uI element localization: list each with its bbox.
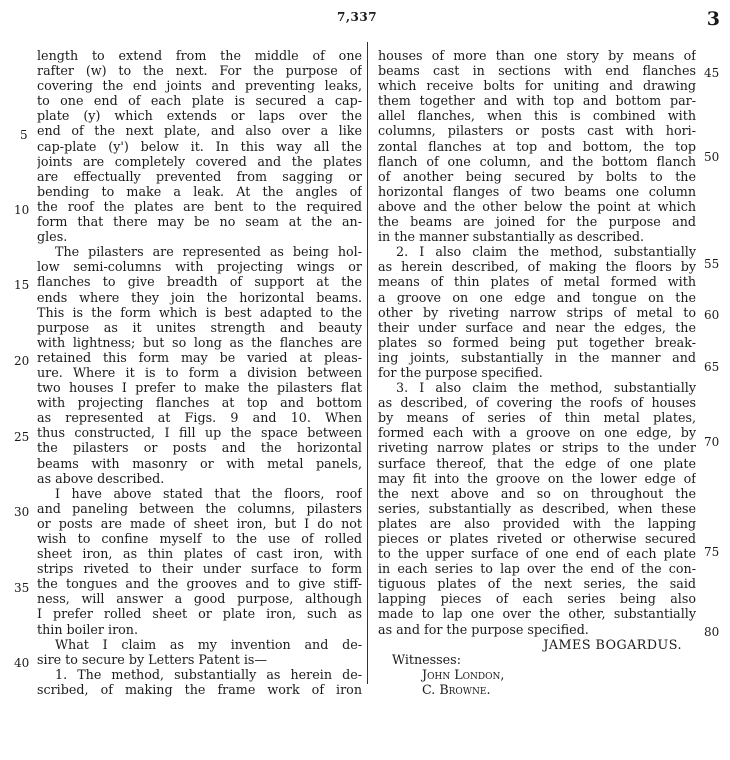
text-line: 3. I also claim the method, substantially	[396, 380, 696, 396]
text-line: flanch of one column, and the bottom flanch	[378, 153, 696, 169]
text-line: columns, pilasters or posts cast with hori-	[378, 123, 696, 139]
text-line: the pilasters or posts and the horizontal	[37, 440, 362, 456]
text-line: purpose as it unites strength and beauty	[37, 319, 362, 335]
text-line: 1. The method, substantially as herein de-	[55, 666, 362, 682]
text-line: horizontal flanges of two beams one column	[378, 183, 696, 199]
text-line: rafter (w) to the next. For the purpose of	[37, 63, 362, 79]
text-line: scribed, of making the frame work of iron	[37, 681, 362, 697]
text-line: of another being secured by bolts to the	[378, 168, 696, 184]
text-line: and paneling between the columns, pilasters	[37, 500, 362, 516]
right-column	[378, 48, 696, 697]
line-number: 10	[14, 203, 30, 217]
text-line: I prefer rolled sheet or plate iron, such as	[37, 606, 362, 622]
text-line: plates are also provided with the lapping	[378, 515, 696, 531]
text-line: in each series to lap over the end of the con-	[378, 561, 696, 577]
text-line: low semi-columns with projecting wings or	[37, 259, 362, 275]
text-line: The pilasters are represented as being hol-	[55, 244, 362, 260]
text-line: strips riveted to their under surface to form	[37, 561, 362, 577]
column-divider	[367, 42, 368, 684]
text-line: houses of more than one story by means of	[378, 48, 696, 63]
line-number: 35	[14, 581, 30, 595]
text-line: the beams are joined for the purpose and	[378, 214, 696, 230]
page-number: 3	[706, 8, 720, 30]
text-line: form that there may be no seam at the an-	[37, 214, 362, 230]
text-line: flanches to give breadth of support at the	[37, 274, 362, 290]
line-number: 65	[704, 360, 720, 374]
text-line: are effectually prevented from sagging or	[37, 168, 362, 184]
text-line: surface thereof, that the edge of one plate	[378, 455, 696, 471]
patent-number: 7,337	[337, 10, 378, 24]
text-line: as described, of covering the roofs of houses	[378, 395, 696, 411]
line-number: 70	[704, 435, 720, 449]
text-line: to one end of each plate is secured a cap-	[37, 93, 362, 109]
line-number: 60	[704, 308, 720, 322]
text-line: series, substantially as described, when these	[378, 500, 696, 516]
text-line: a groove on one edge and tongue on the	[378, 289, 696, 305]
text-line: riveting narrow plates or strips to the under	[378, 440, 696, 456]
text-line: sheet iron, as thin plates of cast iron, with	[37, 546, 362, 562]
text-line: other by riveting narrow strips of metal to	[378, 304, 696, 320]
text-line: gles.	[37, 229, 68, 245]
text-line: the next above and so on throughout the	[378, 485, 696, 501]
text-line: end of the next plate, and also over a like	[37, 123, 362, 139]
line-number: 40	[14, 656, 30, 670]
text-line: for the purpose specified.	[378, 364, 543, 380]
text-line: covering the end joints and preventing leaks,	[37, 78, 362, 94]
text-line: joints are completely covered and the plates	[37, 153, 362, 169]
text-line: ure. Where it is to form a division between	[37, 364, 362, 380]
text-line: the tongues and the grooves and to give stiff-	[37, 576, 362, 592]
witnesses-label: Witnesses:	[392, 651, 461, 667]
text-line: as herein described, of making the floors by	[378, 259, 696, 275]
text-line: their under surface and near the edges, the	[378, 319, 696, 335]
text-line: as represented at Figs. 9 and 10. When	[37, 410, 362, 426]
text-line: 2. I also claim the method, substantially	[396, 244, 696, 260]
line-number: 5	[20, 128, 28, 142]
text-line: as above described.	[37, 470, 165, 486]
text-line: to the upper surface of one end of each plate	[378, 546, 696, 562]
text-line: which receive bolts for uniting and drawing	[378, 78, 696, 94]
text-line: thin boiler iron.	[37, 621, 138, 637]
text-line: sire to secure by Letters Patent is—	[37, 651, 268, 667]
text-line: ends where they join the horizontal beams.	[37, 289, 362, 305]
text-line: This is the form which is best adapted to the	[37, 304, 362, 320]
text-line: with lightness; but so long as the flanches are	[37, 334, 362, 350]
text-line: tiguous plates of the next series, the said	[378, 576, 696, 592]
line-number: 15	[14, 278, 30, 292]
text-line: ing joints, substantially in the manner and	[378, 349, 696, 365]
text-line: zontal flanches at top and bottom, the top	[378, 138, 696, 154]
line-number: 20	[14, 354, 30, 368]
text-line: pieces or plates riveted or otherwise secured	[378, 531, 696, 546]
text-line: wish to confine myself to the use of rolled	[37, 531, 362, 546]
text-line: the roof the plates are bent to the required	[37, 198, 362, 214]
line-number: 75	[704, 545, 720, 559]
left-column	[37, 48, 362, 697]
text-line: means of thin plates of metal formed with	[378, 274, 696, 290]
line-number: 30	[14, 505, 30, 519]
line-number: 50	[704, 150, 720, 164]
text-line: ness, will answer a good purpose, although	[37, 591, 362, 607]
text-line: length to extend from the middle of one	[37, 48, 362, 63]
text-line: by means of series of thin metal plates,	[378, 410, 696, 426]
text-line: retained this form may be varied at pleas-	[37, 349, 362, 365]
text-line: made to lap one over the other, substantially	[378, 606, 696, 622]
text-line: I have above stated that the floors, roof	[55, 485, 362, 501]
text-line: beams with masonry or with metal panels,	[37, 455, 362, 471]
line-number: 55	[704, 257, 720, 271]
text-line: in the manner substantially as described.	[378, 229, 645, 245]
text-line: or posts are made of sheet iron, but I do not	[37, 515, 362, 531]
text-line: beams cast in sections with end flanches	[378, 63, 696, 79]
text-line: with projecting flanches at top and bottom	[37, 395, 362, 411]
witness-name: C. Browne.	[422, 681, 491, 697]
text-line: formed each with a groove on one edge, by	[378, 425, 696, 441]
text-line: plate (y) which extends or laps over the	[37, 108, 362, 124]
text-line: allel flanches, when this is combined with	[378, 108, 696, 124]
text-line: may fit into the groove on the lower edge of	[378, 470, 696, 486]
text-line: bending to make a leak. At the angles of	[37, 183, 362, 199]
text-line: above and the other below the point at which	[378, 198, 696, 214]
witness-name: John London,	[422, 666, 505, 682]
text-line: What I claim as my invention and de-	[55, 636, 362, 652]
text-line: cap-plate (y') below it. In this way all the	[37, 138, 362, 154]
line-number: 45	[704, 66, 720, 80]
text-line: them together and with top and bottom par-	[378, 93, 696, 109]
text-line: as and for the purpose specified.	[378, 621, 589, 637]
text-line: lapping pieces of each series being also	[378, 591, 696, 607]
line-number: 25	[14, 430, 30, 444]
text-line: plates so formed being put together break-	[378, 334, 696, 350]
signature-name: JAMES BOGARDUS.	[543, 636, 682, 652]
text-line: two houses I prefer to make the pilasters flat	[37, 380, 362, 396]
text-line: thus constructed, I fill up the space between	[37, 425, 362, 441]
line-number: 80	[704, 625, 720, 639]
